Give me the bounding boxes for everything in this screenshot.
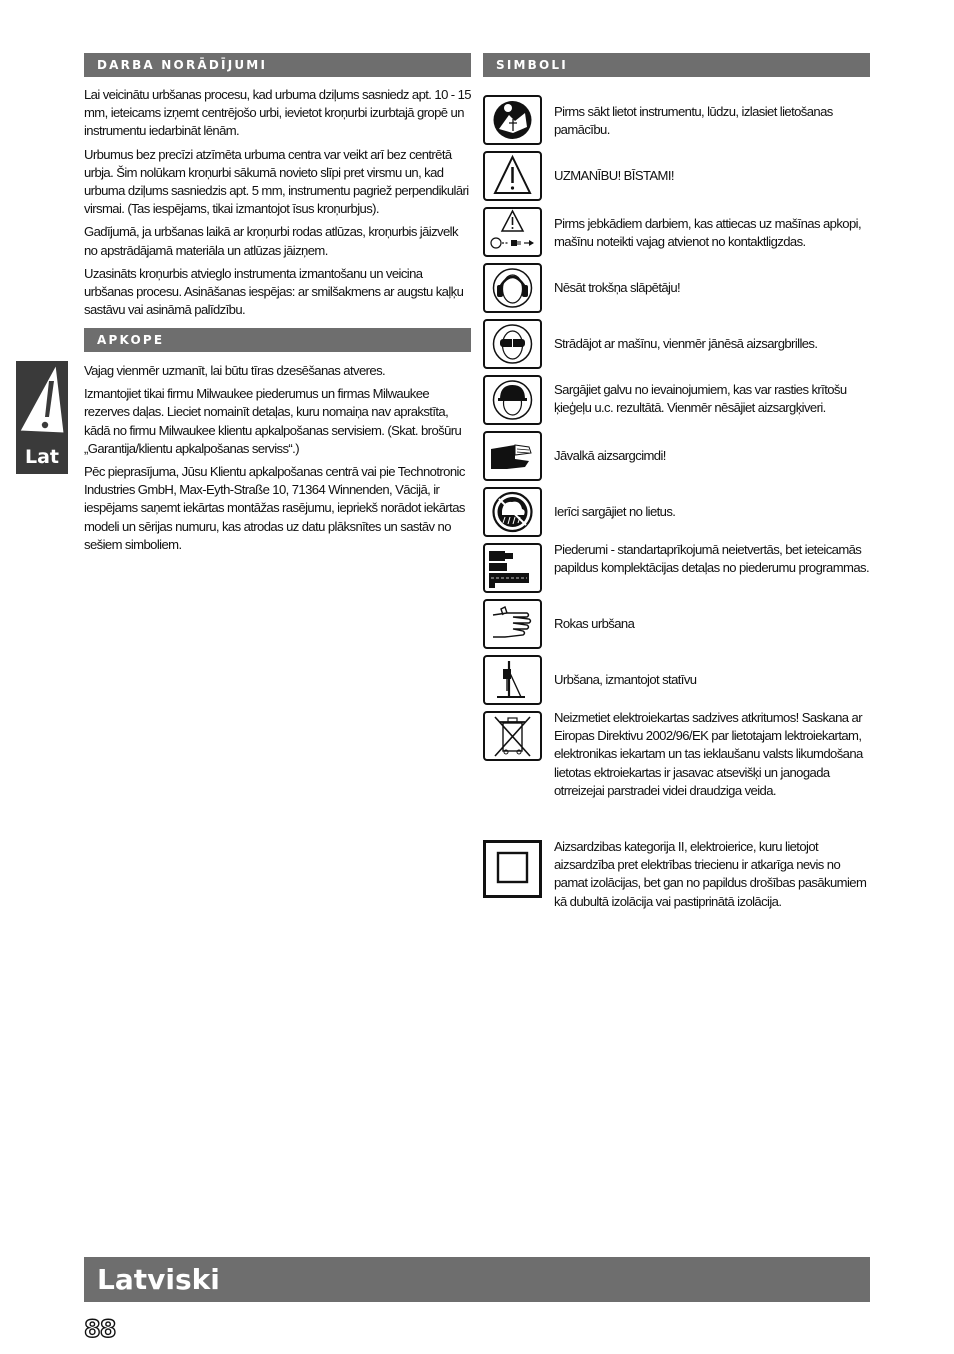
hard-hat-icon bbox=[483, 375, 542, 425]
crossed-bin-icon bbox=[483, 711, 542, 761]
accessories-icon bbox=[483, 543, 542, 593]
symbol-text: Pirms sākt lietot instrumentu, lūdzu, izlasiet lietošanas pamācību. bbox=[554, 104, 833, 138]
symbol-text: Strādājot ar mašīnu, vienmēr jānēsā aizsargbrilles. bbox=[554, 336, 818, 351]
safety-gloves-icon bbox=[483, 431, 542, 481]
work-paragraph: Uzasināts kroņurbis atvieglo instrumenta izmantošanu un veicina urbšanas procesu. Asināšanas iespējas: ar smilšakmens ar augstu kaļķu sastāvu vai asināmā palīdzību. bbox=[84, 265, 464, 318]
read-manual-icon bbox=[483, 95, 542, 145]
maintenance-paragraph: Izmantojiet tikai firmu Milwaukee piederumus un firmas Milwaukee rezerves daļas. Lieciet nomainīt detaļas, kuru nomaiņa nav aprakstīta, kādā no firmu Milwaukee klientu apkalpošanas servisiem. (Skat. brošūru „Garantija/klientu apkalpošanas serviss“.) bbox=[84, 386, 462, 456]
symbol-text: Piederumi - standartaprīkojumā neietvertās, bet ieteicamās papildus komplektācijas detaļas no piederumu programmas. bbox=[554, 542, 870, 576]
hand-drilling-icon bbox=[483, 599, 542, 649]
maintenance-paragraph: Pēc pieprasījuma, Jūsu Klientu apkalpošanas centrā vai pie Technotronic Industries GmbH, Max-Eyth-Straße 10, 71364 Winnenden, Vācijā, ir iespējams saņemt iekārtas montāžas rasējumu, iepriekš norādot iekārtas modeli un sērijas numuru, kas atrodas uz datu plāksnītes un sastāv no sešiem simboliem. bbox=[84, 464, 465, 552]
ear-protection-icon bbox=[483, 263, 542, 313]
symbols-header: SIMBOLI bbox=[483, 53, 870, 77]
symbol-text: Neizmetiet elektroiekartas sadzives atkritumos! Saskana ar Eiropas Direktivu 2002/96/EK par lietotajam lektroiekartam, elektronikas iekartam un tas ieklaušanu valsts likumdošana lietotas ektroiekartas ir jasavac atsevišķi un janogada otrreizejai parstradei videi draudziga veida. bbox=[554, 710, 863, 798]
symbol-text: Sargājiet galvu no ievainojumiem, kas var rasties krītošu ķieģeļu u.c. rezultātā. Vienmēr nēsājiet aizsargķiveri. bbox=[554, 382, 847, 416]
footer-language-bar bbox=[84, 1257, 870, 1302]
protection-class-ii-icon bbox=[483, 840, 542, 898]
warning-exclamation-icon bbox=[16, 361, 68, 445]
maintenance-text bbox=[84, 362, 474, 559]
symbol-text: Ierīci sargājiet no lietus. bbox=[554, 504, 676, 519]
symbol-text: Urbšana, izmantojot statīvu bbox=[554, 672, 697, 687]
no-rain-icon bbox=[483, 487, 542, 537]
work-instructions-header: DARBA NORĀDĪJUMI bbox=[84, 53, 471, 77]
unplug-warning-icon bbox=[483, 207, 542, 257]
footer-title: Latviski bbox=[97, 1263, 220, 1296]
symbol-text: Pirms jebkādiem darbiem, kas attiecas uz mašīnas apkopi, mašīnu noteikti vajag atvienot no kontaktligzdas. bbox=[554, 216, 861, 250]
work-paragraph: Gadījumā, ja urbšanas laikā ar kroņurbi rodas atlūzas, kroņurbis jāizvelk no apstrādājamā materiāla un atlūzas jāizņem. bbox=[84, 224, 458, 258]
work-paragraph: Lai veicinātu urbšanas procesu, kad urbuma dziļums sasniedz apt. 10 - 15 mm, ieteicams izņemt centrējošo urbi, ievietot kroņurbi izurbtajā gropē un instrumentu iedarbināt lēnām. bbox=[84, 87, 471, 139]
symbol-text: Jāvalkā aizsargcimdi! bbox=[554, 448, 666, 463]
symbol-text: UZMANĪBU! BĪSTAMI! bbox=[554, 168, 674, 183]
work-instructions-text bbox=[84, 86, 474, 324]
page-number: 88 bbox=[84, 1315, 116, 1343]
symbol-text: Aizsardzibas kategorija II, elektroierice, kuru lietojot aizsardzība pret elektrības triecienu ir atkarīga nevis no pamat izolācijas, bet gan no papildus drošības pasākumiem kā dubultā izolācija vai pastiprinātā izolācija. bbox=[554, 839, 867, 909]
symbol-text: Rokas urbšana bbox=[554, 616, 635, 631]
work-paragraph: Urbumus bez precīzi atzīmēta urbuma centra var veikt arī bez centrētā urbja. Šim nolūkam kroņurbi sākumā novieto slīpi pret virsmu un, kad urbuma dziļums sasniedzis apt. 5 mm, instrumentu pagriež perpendikulāri virsmai. (Tas iespējams, tikai izmantojot īsus kroņurbjus). bbox=[84, 146, 469, 217]
language-label: Lat bbox=[24, 446, 59, 468]
drill-stand-icon bbox=[483, 655, 542, 705]
language-side-tab bbox=[16, 361, 68, 474]
warning-triangle-icon bbox=[483, 151, 542, 201]
safety-goggles-icon bbox=[483, 319, 542, 369]
maintenance-header: APKOPE bbox=[84, 328, 471, 352]
maintenance-paragraph: Vajag vienmēr uzmanīt, lai būtu tīras dzesēšanas atveres. bbox=[84, 363, 386, 378]
symbol-text: Nēsāt trokšņa slāpētāju! bbox=[554, 280, 681, 295]
